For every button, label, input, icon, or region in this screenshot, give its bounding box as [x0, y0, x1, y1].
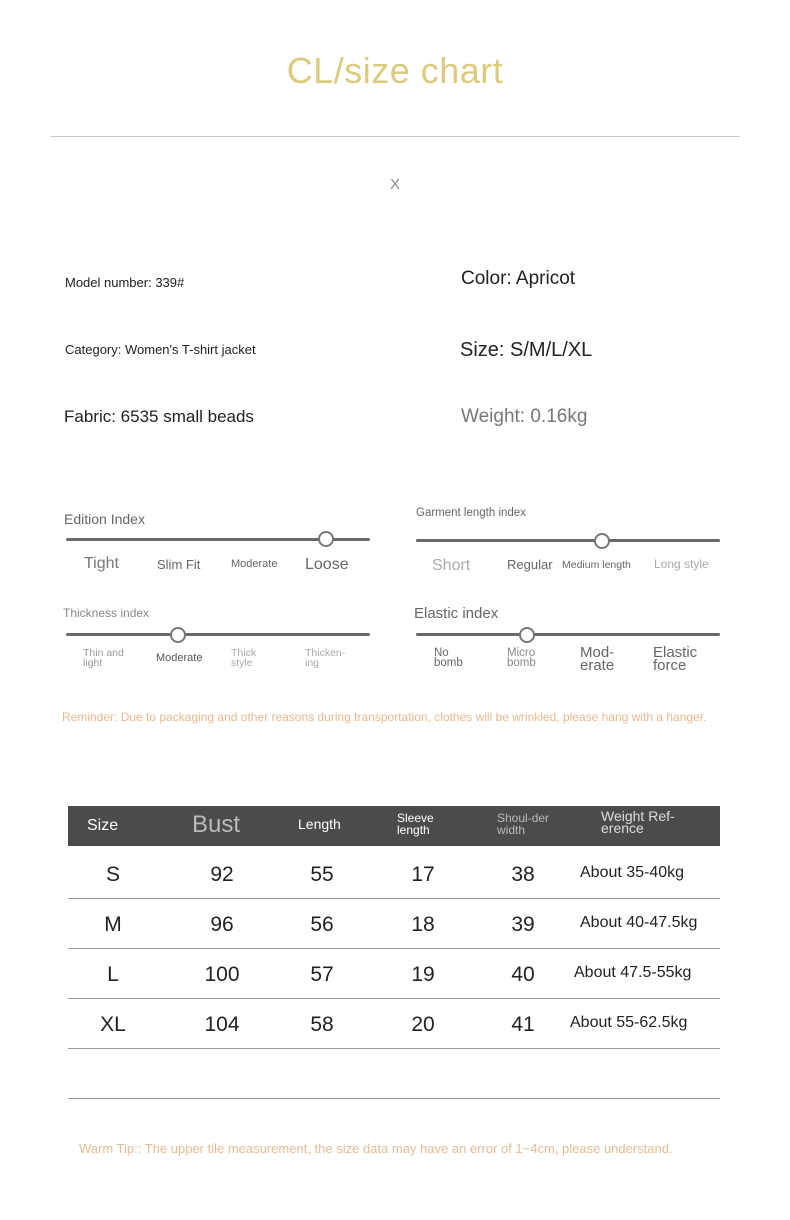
- divider-mark: X: [389, 176, 400, 193]
- row-divider: [68, 998, 720, 999]
- table-cell: 17: [411, 863, 435, 886]
- table-cell: 18: [411, 913, 435, 936]
- color: Color: Apricot: [461, 268, 576, 289]
- table-cell: 38: [511, 863, 535, 886]
- row-divider: [68, 898, 720, 899]
- thickness-index-knob: [170, 627, 186, 643]
- row-divider: [68, 1048, 720, 1049]
- table-cell: 104: [204, 1013, 240, 1036]
- garment-length-option: Medium length: [562, 559, 631, 571]
- table-cell: 19: [411, 963, 435, 986]
- table-cell: 41: [511, 1013, 535, 1036]
- table-cell: 92: [210, 863, 234, 886]
- garment-length-index-label: Garment length index: [416, 507, 526, 519]
- thickness-index-label: Thickness index: [63, 606, 150, 620]
- edition-option: Slim Fit: [157, 557, 201, 572]
- edition-option: Tight: [84, 555, 119, 572]
- elastic-option: Mod-erate: [580, 644, 615, 674]
- header-weight-reference: Weight Ref-erence: [601, 808, 675, 836]
- row-divider: [68, 948, 720, 949]
- title-divider: [51, 136, 740, 137]
- table-cell: 57: [310, 963, 334, 986]
- garment-length-option: Regular: [507, 557, 553, 572]
- table-cell: S: [105, 863, 120, 886]
- header-sleeve-length: Sleeve length: [397, 811, 434, 837]
- table-cell: About 47.5-55kg: [574, 964, 692, 981]
- header-length: Length: [298, 816, 341, 832]
- elastic-index-track: [416, 633, 720, 636]
- table-cell: About 40-47.5kg: [580, 914, 698, 931]
- table-cell: 55: [310, 863, 334, 886]
- header-bust: Bust: [192, 811, 241, 838]
- table-cell: 58: [310, 1013, 334, 1036]
- table-cell: About 35-40kg: [580, 864, 685, 881]
- garment-length-option: Short: [432, 557, 471, 574]
- edition-option: Moderate: [231, 558, 278, 570]
- size-range: Size: S/M/L/XL: [460, 339, 593, 361]
- table-cell: 56: [310, 913, 334, 936]
- thickness-option: Thick style: [231, 647, 257, 669]
- garment-length-index-knob: [594, 533, 610, 549]
- garment-length-option: Long style: [654, 557, 709, 571]
- table-cell: XL: [100, 1013, 126, 1036]
- table-cell: 100: [204, 963, 240, 986]
- elastic-option: Micro bomb: [507, 647, 536, 669]
- table-cell: 40: [511, 963, 535, 986]
- packaging-reminder: Reminder: Due to packaging and other reasons during transportation, clothes will be wrinkled, please hang with a hanger.: [62, 710, 707, 724]
- garment-length-index-track: [416, 539, 720, 542]
- table-cell: M: [104, 913, 122, 936]
- fabric: Fabric: 6535 small beads: [64, 407, 254, 426]
- table-cell: 20: [411, 1013, 435, 1036]
- edition-index-knob: [318, 531, 334, 547]
- table-bottom-rule: [68, 1098, 720, 1099]
- table-cell: 39: [511, 913, 535, 936]
- elastic-index-label: Elastic index: [414, 605, 499, 622]
- edition-option: Loose: [305, 556, 349, 573]
- table-cell: About 55-62.5kg: [570, 1014, 688, 1031]
- thickness-index-track: [66, 633, 370, 636]
- thickness-option: Moderate: [156, 652, 203, 664]
- elastic-option: Elastic force: [653, 644, 698, 674]
- table-cell: L: [107, 963, 119, 986]
- table-cell: 96: [210, 913, 234, 936]
- weight: Weight: 0.16kg: [461, 406, 588, 427]
- model-number: Model number: 339#: [65, 275, 185, 290]
- elastic-index-knob: [519, 627, 535, 643]
- category: Category: Women's T-shirt jacket: [65, 342, 256, 357]
- header-size: Size: [87, 817, 119, 834]
- thickness-option: Thin and light: [83, 647, 124, 669]
- thickness-option: Thicken-ing: [305, 647, 346, 669]
- page-title: CL/size chart: [286, 50, 504, 91]
- warm-tip: Warm Tip:: The upper tile measurement, the size data may have an error of 1~4cm, please understand.: [79, 1141, 673, 1156]
- edition-index-label: Edition Index: [64, 511, 145, 527]
- elastic-option: No bomb: [434, 647, 463, 669]
- header-shoulder-width: Shoul-der width: [497, 811, 550, 837]
